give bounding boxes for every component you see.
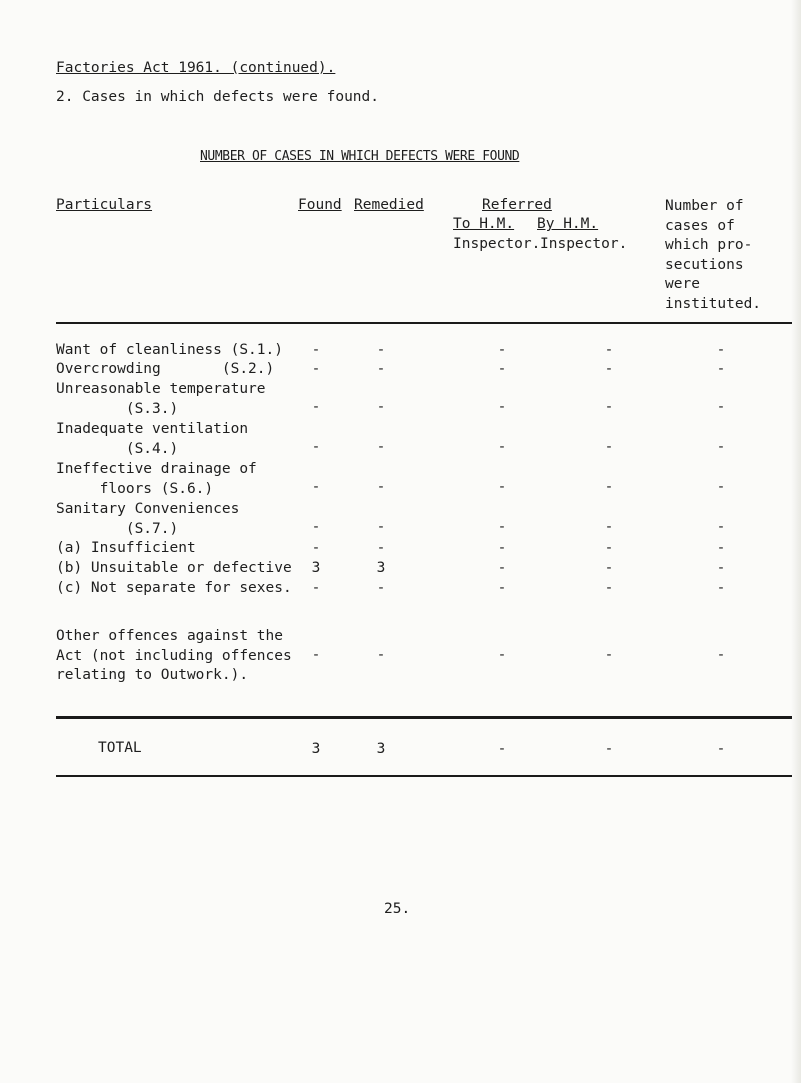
row-label: Ineffective drainage of (56, 461, 257, 477)
prosecutions-line: secutions (665, 256, 744, 273)
cell-remedied: - (376, 399, 386, 415)
col-header-referred-by: By H.M. (537, 216, 599, 232)
cell-referred-to: - (497, 540, 507, 556)
col-header-inspector-to: Inspector. (453, 236, 541, 252)
table-row (56, 380, 266, 419)
cell-found: - (311, 361, 321, 377)
col-header-referred: Referred (482, 197, 552, 213)
col-header-found: Found (298, 197, 342, 213)
row-label: Want of cleanliness (S.1.) (56, 342, 283, 358)
cell-found: 3 (311, 560, 321, 576)
prosecutions-line: Number of (665, 198, 744, 214)
cell-referred-to: - (497, 580, 507, 596)
total-top-rule (56, 716, 792, 719)
row-label: Sanitary Conveniences (56, 501, 240, 517)
total-label: TOTAL (98, 740, 142, 756)
cell-referred-to: - (497, 519, 507, 535)
cell-referred-by: - (604, 580, 614, 596)
cell-referred-to: - (497, 647, 507, 663)
table-row (56, 627, 292, 686)
total-referred-to: - (497, 741, 507, 757)
cell-referred-by: - (604, 361, 614, 377)
cell-remedied: - (376, 479, 386, 495)
cell-referred-to: - (497, 361, 507, 377)
cell-remedied: - (376, 647, 386, 663)
table-row (56, 361, 274, 377)
cell-prosecutions: - (716, 647, 726, 663)
cell-referred-by: - (604, 342, 614, 358)
page-edge-shadow (791, 0, 801, 1083)
table-row (56, 580, 292, 596)
cell-referred-to: - (497, 399, 507, 415)
cell-prosecutions: - (716, 519, 726, 535)
cell-referred-to: - (497, 439, 507, 455)
cell-found: - (311, 479, 321, 495)
cell-referred-by: - (604, 540, 614, 556)
cell-found: - (311, 647, 321, 663)
cell-referred-by: - (604, 439, 614, 455)
total-bottom-rule (56, 775, 792, 777)
table-row (56, 420, 248, 459)
total-remedied: 3 (376, 741, 386, 757)
prosecutions-line: instituted. (665, 295, 762, 312)
row-label: Overcrowding (S.2.) (56, 361, 275, 377)
cell-prosecutions: - (716, 439, 726, 455)
cell-remedied: - (376, 361, 386, 377)
cell-prosecutions: - (716, 540, 726, 556)
row-label: Unreasonable temperature (56, 381, 266, 397)
cell-prosecutions: - (716, 342, 726, 358)
col-header-particulars: Particulars (56, 197, 153, 213)
table-row (56, 560, 292, 576)
table-row (56, 460, 257, 499)
cell-found: - (311, 439, 321, 455)
row-label: (S.4.) (56, 440, 179, 457)
cell-referred-by: - (604, 519, 614, 535)
table-row (56, 500, 239, 539)
cell-remedied: 3 (376, 560, 386, 576)
prosecutions-line: cases of (665, 217, 735, 234)
row-label: (a) Insufficient (56, 540, 196, 556)
row-label: Other offences against the (56, 628, 283, 644)
table-row (56, 342, 283, 358)
cell-remedied: - (376, 342, 386, 358)
cell-found: - (311, 519, 321, 535)
cell-found: - (311, 342, 321, 358)
table-caption: NUMBER OF CASES IN WHICH DEFECTS WERE FOUND (200, 149, 520, 164)
row-label: Act (not including offences (56, 647, 292, 664)
cell-remedied: - (376, 580, 386, 596)
cell-referred-to: - (497, 560, 507, 576)
col-header-prosecutions (665, 197, 761, 315)
total-found: 3 (311, 741, 321, 757)
cell-prosecutions: - (716, 580, 726, 596)
table-row (56, 540, 196, 556)
cell-found: - (311, 399, 321, 415)
prosecutions-line: were (665, 276, 700, 293)
cell-found: - (311, 580, 321, 596)
prosecutions-line: which pro- (665, 237, 753, 254)
document-title: Factories Act 1961. (continued). (56, 60, 336, 76)
cell-prosecutions: - (716, 399, 726, 415)
col-header-remedied: Remedied (354, 197, 424, 213)
col-header-inspector-by: Inspector. (540, 236, 628, 252)
cell-referred-by: - (604, 479, 614, 495)
row-label: floors (S.6.) (56, 480, 214, 497)
cell-found: - (311, 540, 321, 556)
row-label: (S.3.) (56, 400, 179, 417)
referred-to-label: To H.M. (453, 216, 515, 232)
row-label: (c) Not separate for sexes. (56, 580, 292, 596)
total-referred-by: - (604, 741, 614, 757)
cell-referred-to: - (497, 479, 507, 495)
page-number: 25. (384, 901, 411, 917)
cell-referred-by: - (604, 560, 614, 576)
cell-prosecutions: - (716, 560, 726, 576)
row-label: (S.7.) (56, 520, 179, 537)
cell-referred-by: - (604, 647, 614, 663)
cell-remedied: - (376, 439, 386, 455)
col-header-referred-to (453, 216, 514, 232)
row-label: relating to Outwork.). (56, 667, 249, 683)
row-label: Inadequate ventilation (56, 421, 249, 437)
cell-referred-by: - (604, 399, 614, 415)
header-rule (56, 322, 792, 324)
cell-referred-to: - (497, 342, 507, 358)
section-heading: 2. Cases in which defects were found. (56, 89, 380, 105)
cell-remedied: - (376, 540, 386, 556)
cell-prosecutions: - (716, 361, 726, 377)
cell-remedied: - (376, 519, 386, 535)
total-prosecutions: - (716, 741, 726, 757)
cell-prosecutions: - (716, 479, 726, 495)
row-label: (b) Unsuitable or defective (56, 560, 292, 576)
